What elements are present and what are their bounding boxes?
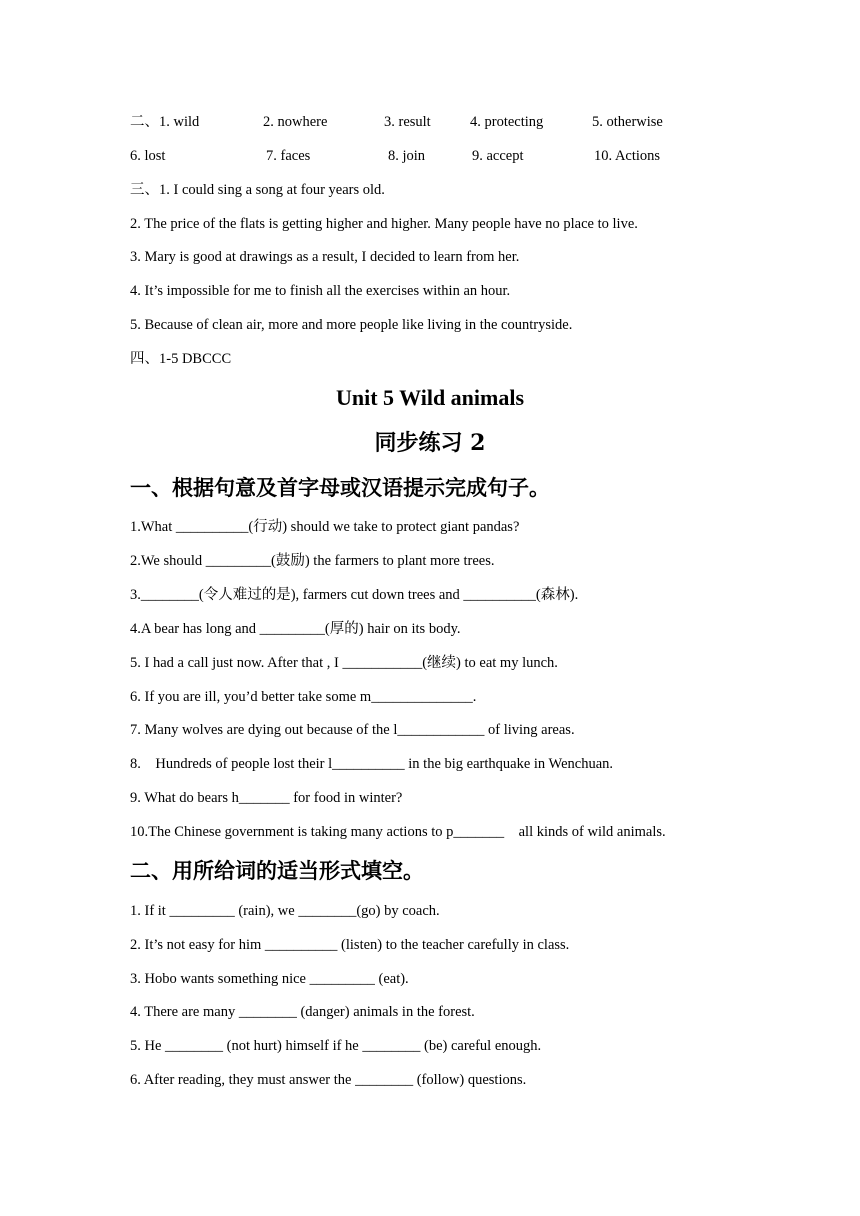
question-item: 2. It’s not easy for him __________ (listen) to the teacher carefully in class. xyxy=(130,937,570,953)
question-item: 5. I had a call just now. After that , I ___________(继续) to eat my lunch. xyxy=(130,655,558,671)
answer-item: 3. result xyxy=(384,114,431,130)
question-item: 6. If you are ill, you’d better take some m______________. xyxy=(130,689,477,705)
question-item: 1. If it _________ (rain), we ________(go) by coach. xyxy=(130,903,440,919)
question-item: 4.A bear has long and _________(厚的) hair on its body. xyxy=(130,621,461,637)
exercise-title: 同步练习 2 xyxy=(374,430,486,456)
unit-title: Unit 5 Wild animals xyxy=(335,385,525,410)
answer-item: 9. accept xyxy=(472,148,524,164)
answer-item: 8. join xyxy=(388,148,426,164)
question-item: 3.________(令人难过的是), farmers cut down trees and __________(森林). xyxy=(130,587,579,603)
question-item: 10.The Chinese government is taking many actions to p_______ all kinds of wild animals. xyxy=(130,824,666,840)
question-item: 1.What __________(行动) should we take to protect giant pandas? xyxy=(130,519,520,535)
answer-item: 7. faces xyxy=(266,148,311,164)
question-item: 4. There are many ________ (danger) animals in the forest. xyxy=(130,1004,475,1020)
question-item: 7. Many wolves are dying out because of the l____________ of living areas. xyxy=(130,722,575,738)
question-item: 5. He ________ (not hurt) himself if he ________ (be) careful enough. xyxy=(130,1038,542,1054)
question-item: 6. After reading, they must answer the ________ (follow) questions. xyxy=(130,1072,527,1088)
answer-sentence: 三、1. I could sing a song at four years old. xyxy=(130,182,385,198)
answer-item: 2. nowhere xyxy=(263,114,328,130)
answer-item: 4. protecting xyxy=(470,114,544,130)
question-item: 9. What do bears h_______ for food in winter? xyxy=(130,790,403,806)
answer-four: 四、1-5 DBCCC xyxy=(130,351,232,367)
question-item: 3. Hobo wants something nice _________ (eat). xyxy=(130,971,409,987)
answer-item: 6. lost xyxy=(130,148,166,164)
section-heading: 一、根据句意及首字母或汉语提示完成句子。 xyxy=(130,476,550,500)
answer-sentence: 2. The price of the flats is getting higher and higher. Many people have no place to live. xyxy=(130,216,638,232)
answer-sentence: 3. Mary is good at drawings as a result, I decided to learn from her. xyxy=(130,249,520,265)
answer-item: 二、1. wild xyxy=(130,114,200,130)
question-item: 2.We should _________(鼓励) the farmers to plant more trees. xyxy=(130,553,495,569)
answer-item: 10. Actions xyxy=(594,148,661,164)
question-item: 8. Hundreds of people lost their l__________ in the big earthquake in Wenchuan. xyxy=(130,756,614,772)
answer-sentence: 5. Because of clean air, more and more people like living in the countryside. xyxy=(130,317,573,333)
section-heading: 二、用所给词的适当形式填空。 xyxy=(130,859,424,883)
answer-item: 5. otherwise xyxy=(592,114,663,130)
answer-sentence: 4. It’s impossible for me to finish all the exercises within an hour. xyxy=(130,283,511,299)
